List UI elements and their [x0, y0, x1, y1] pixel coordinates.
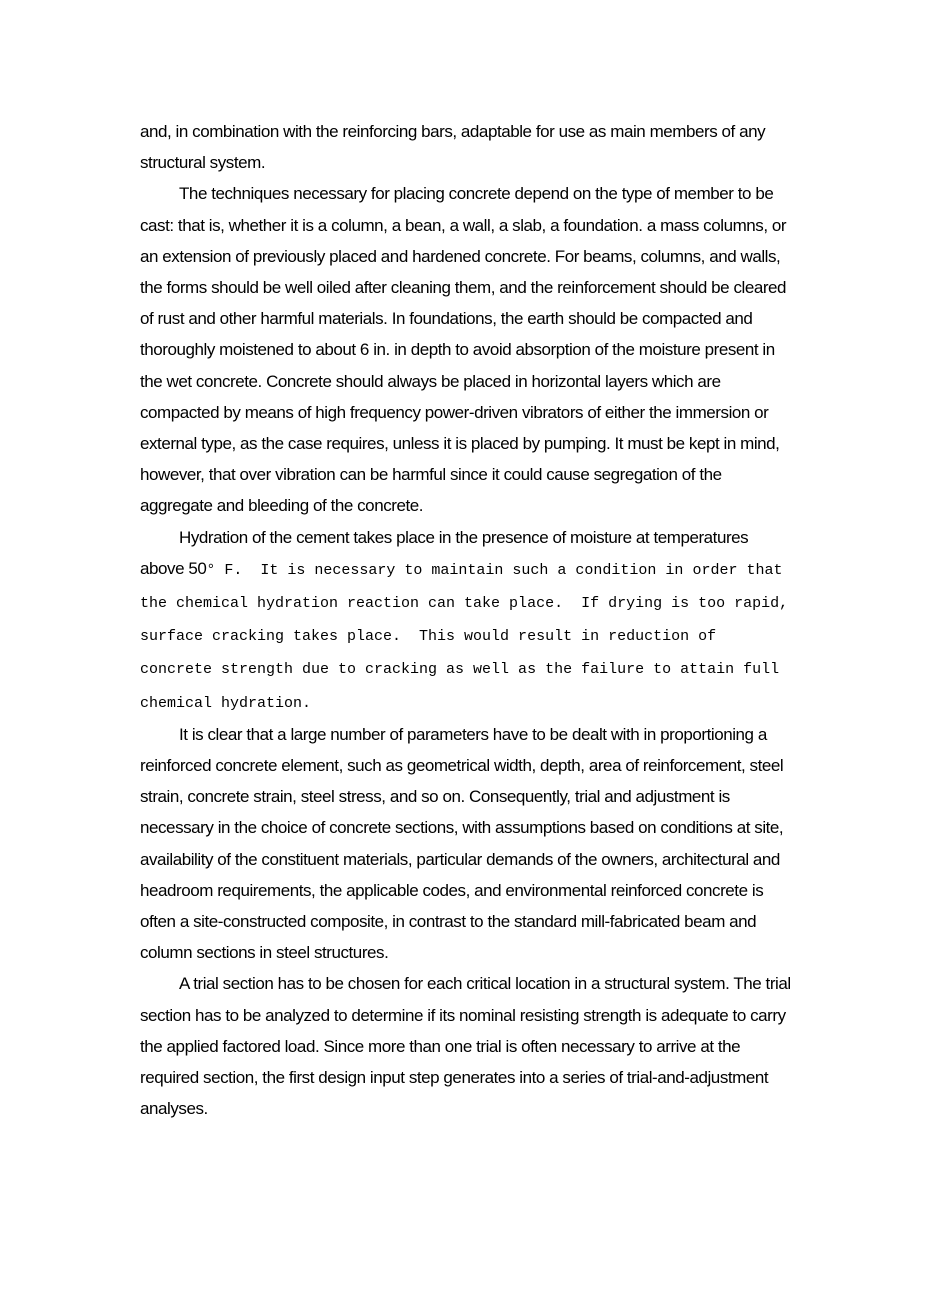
paragraph: [140, 178, 792, 521]
paragraph: [140, 522, 798, 719]
text-run-sans: Hydration of the cement takes place in the presence of moisture at temperatures above 50: [140, 527, 753, 578]
paragraph: [140, 116, 792, 178]
text-run-sans: The techniques necessary for placing concrete depend on the type of member to be cast: that is, whether it is a column, a bean, a wall, a slab, a foundation. a mass columns, or an extension of previously placed and hardened concrete. For beams, columns, and walls, the forms should be well oiled after cleaning them, and the reinforcement should be cleared of rust and other harmful materials. In foundations, the earth should be compacted and thoroughly moistened to about 6 in. in depth to avoid absorption of the moisture present in the wet concrete. Concrete should always be placed in horizontal layers which are compacted by means of high frequency power-driven vibrators of either the immersion or external type, as the case requires, unless it is placed by pumping. It must be kept in mind, however, that over vibration can be harmful since it could cause segregation of the aggregate and bleeding of the concrete.: [140, 184, 791, 516]
paragraph: [140, 968, 795, 1124]
text-run-sans: It is clear that a large number of parameters have to be dealt with in proportioning a reinforced concrete element, such as geometrical width, depth, area of reinforcement, steel strain, concrete strain, steel stress, and so on. Consequently, trial and adjustment is necessary in the choice of concrete sections, with assumptions based on conditions at site, availability of the constituent materials, particular demands of the owners, architectural and headroom requirements, the applicable codes, and environmental reinforced concrete is often a site-constructed composite, in contrast to the standard mill-fabricated beam and column sections in steel structures.: [140, 724, 788, 963]
text-run-sans: A trial section has to be chosen for each critical location in a structural system. The trial section has to be analyzed to determine if its nominal resisting strength is adequate to carry the applied factored load. Since more than one trial is often necessary to arrive at the required section, the first design input step generates into a series of trial-and-adjustment analyses.: [140, 974, 795, 1119]
paragraph: [140, 719, 792, 969]
document-body: [140, 116, 798, 1125]
text-run-mono: ° F. It is necessary to maintain such a condition in order that the chemical hydration reaction can take place. If drying is too rapid, surface cracking takes place. This would result in reduction of concrete strength due to cracking as well as the failure to attain full chemical hydration.: [140, 561, 798, 712]
text-run-sans: and, in combination with the reinforcing bars, adaptable for use as main members of any structural system.: [140, 122, 770, 173]
